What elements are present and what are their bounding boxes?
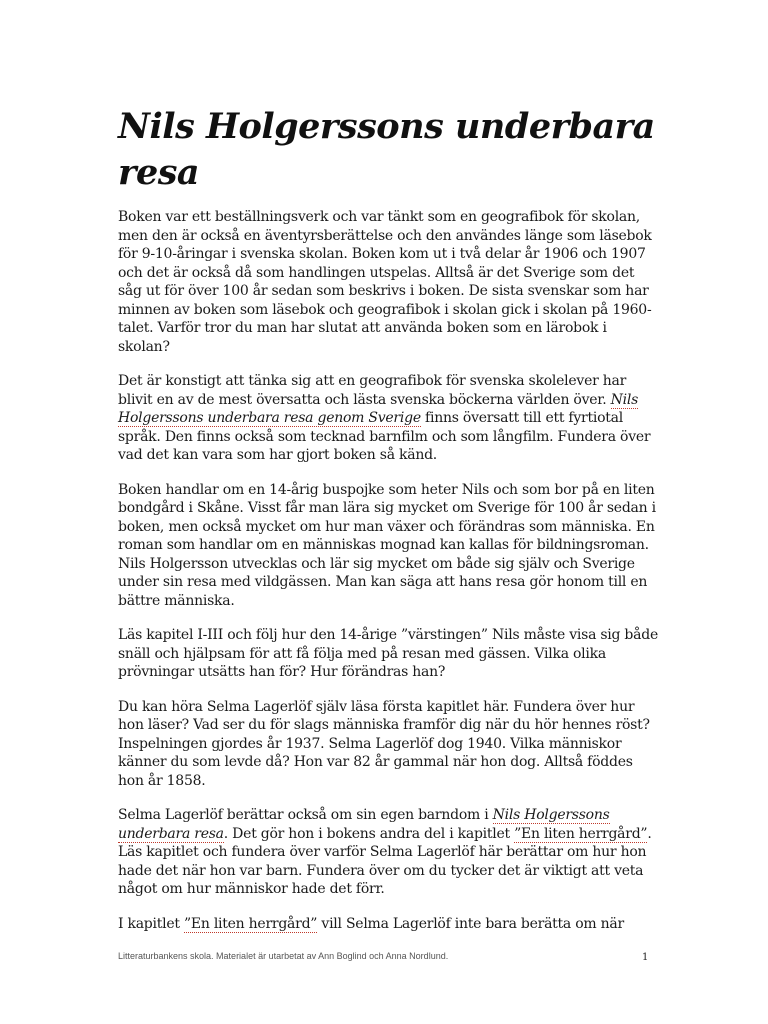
- paragraph-text: I kapitlet: [118, 915, 184, 932]
- paragraph-intro: Boken var ett beställningsverk och var tänkt som en geografibok för skolan, men den är också en äventyrsberättelse och den användes länge som läsebok för 9-10-åringar i svenska skolan. Boken kom ut i två delar år 1906 och 1907 och det är också då som handlingen utspelas. Alltså är det Sverige som det såg ut för över 100 år sedan som beskrivs i boken. De sista svenskar som har minnen av boken som läsebok och geografibok i skolan gick i skolan på 1960-talet. Varför tror du man har slutat att använda boken som en lärobok i skolan?: [118, 209, 652, 355]
- paragraph-text: Selma Lagerlöf berättar också om sin egen barndom i: [118, 807, 493, 823]
- paragraph-text: . Läs kapitlet och fundera över varför Selma Lagerlöf här berättar om hur hon hade det när hon var barn. Fundera över om du tycker det är viktigt att veta något om hur människor hade det förr.: [118, 825, 652, 897]
- page-title: Nils Holgerssons underbara resa: [118, 106, 655, 193]
- paragraph-herrgard: [118, 915, 658, 934]
- book-title-link[interactable]: Nils Holgerssons underbara resa genom Sverige: [118, 391, 638, 426]
- paragraph-chapters: Läs kapitel I-III och följ hur den 14-årige ”värstingen” Nils måste visa sig både snäll och hjälpsam för att få följa med på resan med gässen. Vilka olika prövningar utsätts han för? Hur förändras han?: [118, 627, 658, 680]
- paragraph-text: Det är konstigt att tänka sig att en geografibok för svenska skolelever har blivit en av de mest översatta och lästa svenska böckerna världen över.: [118, 373, 627, 408]
- chapter-link[interactable]: ”En liten herrgård”: [514, 825, 648, 842]
- paragraph-text: . Det gör hon i bokens andra del i kapitlet: [223, 825, 515, 842]
- paragraph-childhood: [118, 806, 658, 899]
- paragraph-plot: Boken handlar om en 14-årig buspojke som heter Nils och som bor på en liten bondgård i Skåne. Visst får man lära sig mycket om Sverige för 100 år sedan i boken, men också mycket om hur man växer och förändras som människa. En roman som handlar om en människas mognad kan kallas för bildningsroman. Nils Holgersson utvecklas och lär sig mycket om både sig själv och Sverige under sin resa med vildgässen. Man kan säga att hans resa gör honom till en bättre människa.: [118, 481, 656, 609]
- page-footer: Litteraturbankens skola. Materialet är utarbetat av Ann Boglind och Anna Nordlund.: [118, 951, 449, 961]
- paragraph-text: vill Selma Lagerlöf inte bara berätta om när: [317, 915, 624, 932]
- book-title-link[interactable]: Nils Holgerssons underbara resa: [118, 807, 610, 842]
- paragraph-translations: [118, 372, 658, 465]
- paragraph-recording: Du kan höra Selma Lagerlöf själv läsa första kapitlet här. Fundera över hur hon läser? Vad ser du för slags människa framför dig när du hör hennes röst? Inspelningen gjordes år 1937. Selma Lagerlöf dog 1940. Vilka människor känner du som levde då? Hon var 82 år gammal när hon dog. Alltså föddes hon år 1858.: [118, 698, 650, 789]
- chapter-link[interactable]: ”En liten herrgård”: [183, 915, 318, 932]
- paragraph-text: finns översatt till ett fyrtiotal språk. Den finns också som tecknad barnfilm och som långfilm. Fundera över vad det kan vara som har gjort boken så känd.: [118, 410, 651, 463]
- document-page: [118, 104, 658, 949]
- page-number: 1: [642, 952, 649, 963]
